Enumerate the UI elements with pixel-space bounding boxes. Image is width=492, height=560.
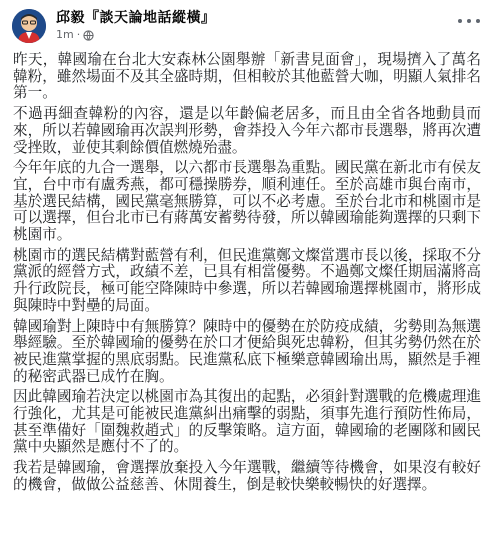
globe-icon[interactable] xyxy=(83,30,94,41)
post-paragraph: 今年年底的九合一選舉，以六都市長選舉為重點。國民黨在新北市有侯友宜，台中市有盧秀燕，都可穩操勝券，順利連任。至於高雄市與台南市，基於選民結構，國民黨毫無勝算，可以不必考慮。至於台北市和桃園市是可以選擇，但台北市已有蔣萬安蓄勢待發，所以韓國瑜能夠選擇的只剩下桃園市。 xyxy=(13,159,481,244)
post-body xyxy=(13,52,481,498)
author-name[interactable]: 邱毅『談天論地話縱橫』 xyxy=(56,10,216,26)
post-timestamp[interactable]: 1m xyxy=(56,28,74,41)
post-paragraph: 桃園市的選民結構對藍營有利，但民進黨鄭文燦當選市長以後，採取不分黨派的經營方式，政績不差，已具有相當優勢。不過鄭文燦任期屆滿將高升行政院長，極可能空降陳時中參選，所以若韓國瑜選擇桃園市，將形成與陳時中對壘的局面。 xyxy=(13,246,481,314)
post-header xyxy=(12,6,216,46)
post-paragraph: 因此韓國瑜若決定以桃園市為其復出的起點，必須針對選戰的危機處理進行強化，尤其是可能被民進黨糾出痛擊的弱點，須事先進行預防性佈局，甚至準備好「圍魏救趙式」的反擊策略。這方面，韓國瑜的老團隊和國民黨中央顯然是應付不了的。 xyxy=(13,388,481,456)
separator-dot: · xyxy=(76,28,81,41)
post-subtitle xyxy=(56,28,216,42)
post-paragraph: 我若是韓國瑜，會選擇放棄投入今年選戰，繼續等待機會，如果沒有較好的機會，做做公益慈善、休閒養生，倒是較快樂較暢快的好選擇。 xyxy=(13,459,481,493)
post-paragraph: 昨天，韓國瑜在台北大安森林公園舉辦「新書見面會」，現場擠入了萬名韓粉，雖然場面不及其全盛時期，但相較於其他藍營大咖，明顯人氣排名第一。 xyxy=(13,51,481,102)
more-options-icon[interactable] xyxy=(458,14,480,28)
post-paragraph: 不過再細查韓粉的內容，還是以年齡偏老居多，而且由全省各地動員而來，所以若韓國瑜再次誤判形勢，會莽投入今年六都市長選舉，將再次遭受挫敗，並使其剩餘價值燃燒殆盡。 xyxy=(13,105,481,156)
post-meta xyxy=(56,10,216,42)
author-avatar[interactable] xyxy=(12,9,46,43)
avatar-portrait-icon xyxy=(12,9,46,43)
post-paragraph: 韓國瑜對上陳時中有無勝算？陳時中的優勢在於防疫成績，劣勢則為無選舉經驗。至於韓國瑜的優勢在於口才便給與死忠韓粉，但其劣勢仍然在於被民進黨掌握的黑底弱點。民進黨私底下極樂意韓國瑜出馬，顯然是手裡的秘密武器已成竹在胸。 xyxy=(13,317,481,385)
